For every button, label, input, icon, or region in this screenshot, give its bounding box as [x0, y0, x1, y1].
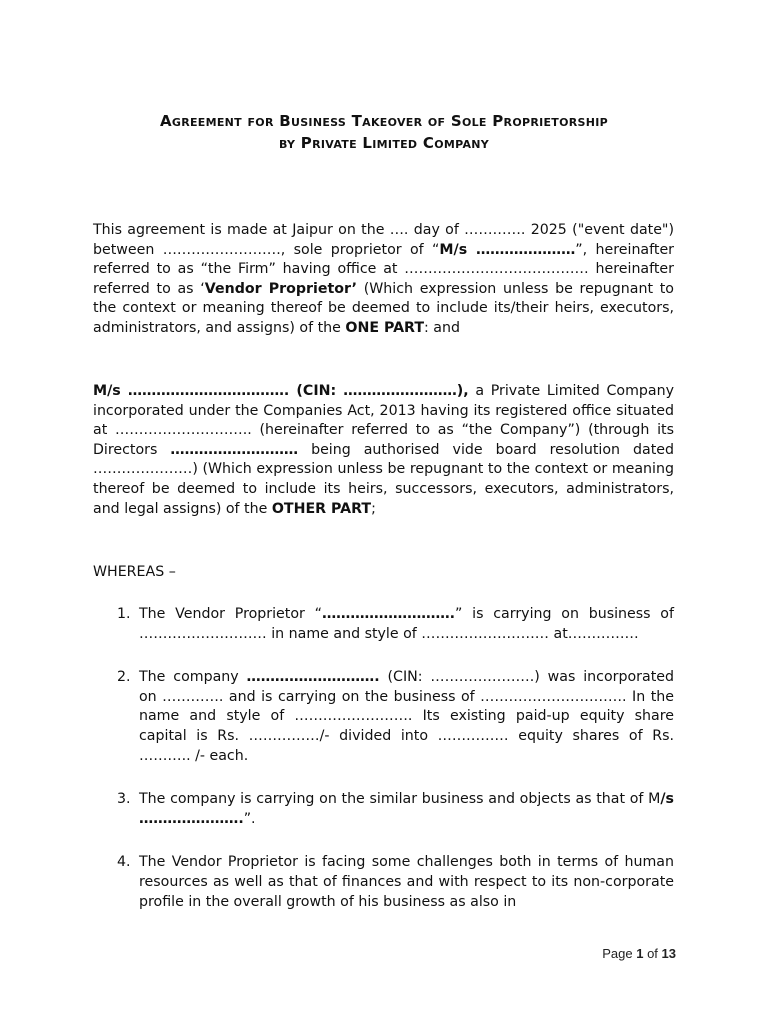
para2-company-name: M/s ……………………………. (CIN: ……………………), — [93, 383, 469, 399]
footer-of-word: of — [643, 946, 662, 961]
para2-other-part: OTHER PART — [271, 500, 372, 517]
list-item-bold: /s …………………. — [139, 791, 674, 827]
document-title — [60, 110, 708, 154]
list-item-text: The Vendor Proprietor “ — [139, 606, 322, 622]
para2-text-3: ; — [371, 500, 376, 517]
title-line-2: by Private Limited Company — [278, 134, 490, 152]
page-footer — [602, 946, 676, 961]
list-item-text: The company — [139, 669, 247, 686]
recitals-list — [93, 605, 674, 936]
list-item-text: ”. — [243, 810, 256, 827]
para1-text-1: This agreement is made at Jaipur on the …. day of …………. 2025 ("event date") between ……………………., sole proprietor of “ — [93, 222, 674, 258]
list-item-number: 2. — [117, 669, 131, 686]
para2-directors: ……………………… — [170, 441, 299, 458]
para2-text-2: being authorised vide board resolution dated …………………) (Which expression unless be repugnant to the context or meaning thereof be deemed to include its heirs, successors, executors, administrators, and legal assigns) of the — [93, 441, 674, 517]
list-item — [93, 853, 674, 912]
para1-text-2: ”, hereinafter referred to as “the Firm” having office at ………………………………… hereinafter referred to as ‘ — [93, 241, 674, 297]
para1-text-3: (Which expression unless be repugnant to the context or meaning thereof be deemed to include its/their heirs, executors, administrators, and assigns) of the — [93, 280, 674, 336]
list-item-text: The Vendor Proprietor is facing some challenges both in terms of human resources as well as that of finances and with respect to its non-corporate profile in the overall growth of his business as also in — [139, 854, 674, 910]
whereas-heading: WHEREAS – — [93, 564, 176, 580]
list-item-text: ” is carrying on business of ……………………… in name and style of ……………………… at…………… — [139, 606, 674, 642]
list-item — [93, 668, 674, 766]
list-item-number: 1. — [117, 606, 131, 622]
list-item-bold: ………………………. — [321, 606, 456, 622]
footer-page-word: Page — [602, 946, 637, 961]
para2-text-1: a Private Limited Company incorporated under the Companies Act, 2013 having its registered office situated at ……………………….. (hereinafter referred to as “the Company”) (through its Directors — [93, 383, 674, 458]
footer-current-page: 1 — [636, 946, 644, 961]
list-item-number: 4. — [117, 854, 131, 871]
list-item-text: The company is carrying on the similar business and objects as that of M — [139, 791, 661, 808]
list-item — [93, 790, 674, 829]
list-item-number: 3. — [117, 791, 131, 808]
list-item-bold: ………………………. — [246, 669, 380, 686]
list-item — [93, 605, 674, 644]
paragraph-parties-company — [93, 382, 674, 519]
title-line-1: Agreement for Business Takeover of Sole Proprietorship — [159, 112, 609, 130]
footer-total-pages: 13 — [661, 946, 676, 961]
para1-firm-name: M/s ………………… — [439, 241, 576, 258]
paragraph-parties-vendor — [93, 221, 674, 339]
list-item-text: (CIN: ………………….) was incorporated on …………. and is carrying on the business of …………………………. In the name and style of ……………………. Its existing paid-up equity share capital is Rs. ……………/- divided into …………… equity shares of Rs. ……….. /- each. — [139, 669, 674, 764]
para1-one-part: ONE PART — [345, 319, 425, 336]
para1-vendor-label: Vendor Proprietor’ — [204, 280, 358, 297]
para1-text-4: : and — [424, 319, 460, 336]
